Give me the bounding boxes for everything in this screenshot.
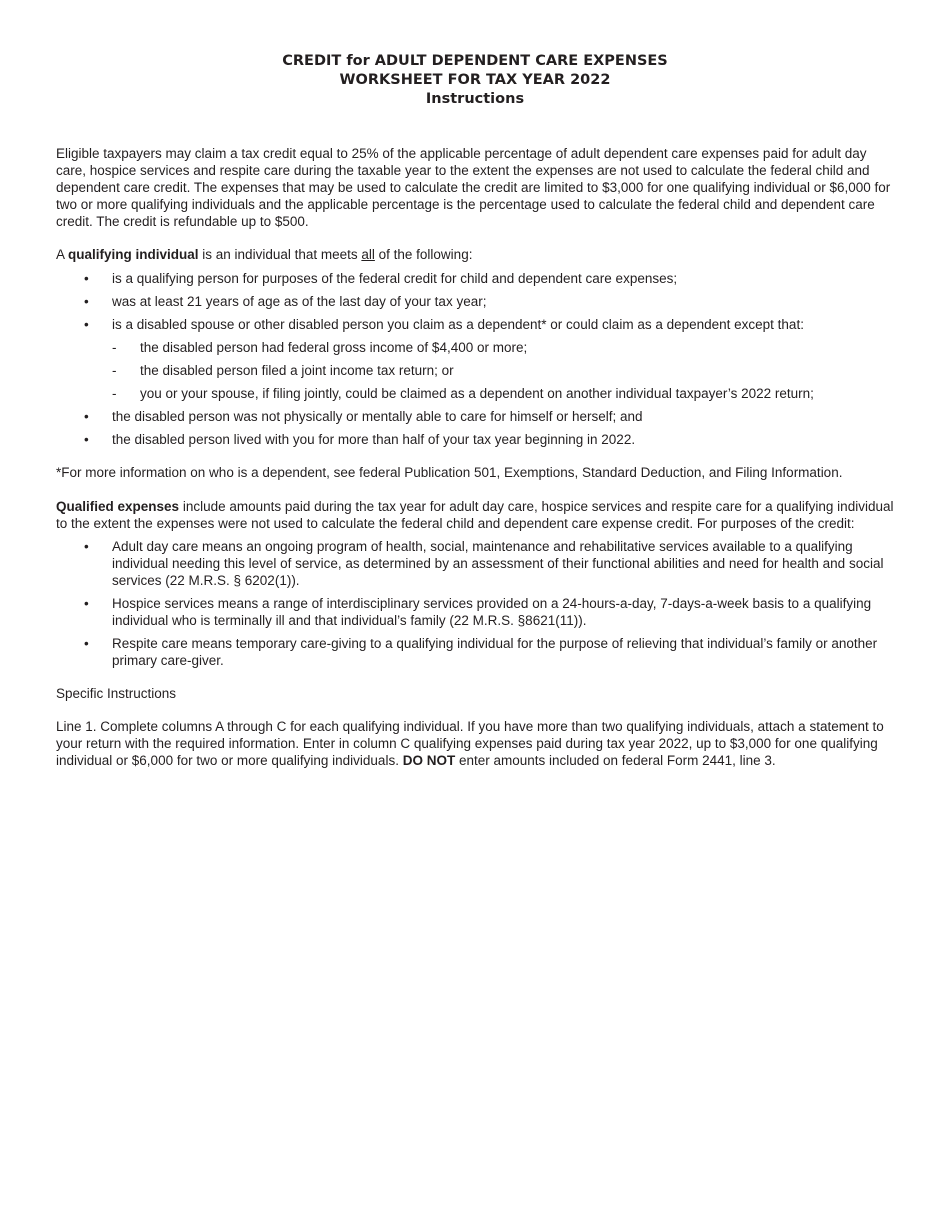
dash-marker: - bbox=[112, 386, 117, 401]
list-item bbox=[56, 635, 898, 669]
list-item-text: is a disabled spouse or other disabled person you claim as a dependent* or could claim as a dependent except that: bbox=[112, 317, 804, 332]
bullet-marker: • bbox=[84, 636, 89, 651]
list-item bbox=[56, 339, 898, 356]
list-item bbox=[56, 362, 898, 379]
list-item bbox=[56, 385, 898, 402]
list-item bbox=[56, 431, 898, 448]
list-item bbox=[56, 538, 898, 589]
bullet-marker: • bbox=[84, 271, 89, 286]
list-item bbox=[56, 408, 898, 425]
dash-marker: - bbox=[112, 340, 117, 355]
bullet-marker: • bbox=[84, 596, 89, 611]
header-instructions-label: Instructions bbox=[425, 91, 525, 107]
list-item-text: the disabled person filed a joint income tax return; or bbox=[140, 363, 454, 378]
list-item bbox=[56, 293, 898, 310]
bullet-marker: • bbox=[84, 539, 89, 554]
list-item-text: is a qualifying person for purposes of the federal credit for child and dependent care expenses; bbox=[112, 271, 678, 286]
list-item-text: Respite care means temporary care-giving to a qualifying individual for the purpose of relieving that individual’s family or another primary care-giver. bbox=[112, 636, 878, 668]
worksheet-instructions-page bbox=[56, 52, 898, 769]
list-item bbox=[56, 270, 898, 287]
qualifying-middle: is an individual that meets bbox=[198, 247, 362, 262]
dependent-footnote: *For more information on who is a dependent, see federal Publication 501, Exemptions, Standard Deduction, and Filing Information. bbox=[56, 465, 843, 480]
qualifying-individual-lead bbox=[56, 246, 898, 263]
bullet-marker: • bbox=[84, 317, 89, 332]
list-item-text: the disabled person was not physically or mentally able to care for himself or herself; and bbox=[112, 409, 643, 424]
bullet-marker: • bbox=[84, 409, 89, 424]
qualifying-all-underlined: all bbox=[361, 247, 375, 262]
list-item-text: Hospice services means a range of interdisciplinary services provided on a 24-hours-a-day, 7-days-a-week basis to a qualifying individual who is terminally ill and that individual’s family (22 M.R.S. §8621(11)). bbox=[112, 596, 872, 628]
bullet-marker: • bbox=[84, 294, 89, 309]
qualified-expenses-term: Qualified expenses bbox=[56, 499, 180, 514]
dependent-exceptions-list bbox=[56, 339, 898, 402]
qualifying-criteria-list bbox=[56, 270, 898, 333]
header-title: CREDIT for ADULT DEPENDENT CARE EXPENSES bbox=[282, 53, 668, 69]
qualified-expenses-text: include amounts paid during the tax year for adult day care, hospice services and respite care for a qualifying individual to the extent the expenses were not used to calculate the federal child and dependent care expense credit. For purposes of the credit: bbox=[56, 499, 894, 531]
qualifying-prefix: A bbox=[56, 247, 69, 262]
list-item-text: the disabled person had federal gross income of $4,400 or more; bbox=[140, 340, 528, 355]
intro-paragraph: Eligible taxpayers may claim a tax credit equal to 25% of the applicable percentage of adult dependent care expenses paid for adult day care, hospice services and respite care during the taxable year to the extent the expenses are not used to calculate the federal child and dependent care credit. The expenses that may be used to calculate the credit are limited to $3,000 for one qualifying individual or $6,000 for two or more qualifying individuals and the applicable percentage is the percentage used to calculate the federal child and dependent care credit. The credit is refundable up to $500. bbox=[56, 146, 891, 229]
dash-marker: - bbox=[112, 363, 117, 378]
list-item-text: the disabled person lived with you for more than half of your tax year beginning in 2022. bbox=[112, 432, 636, 447]
list-item-text: Adult day care means an ongoing program of health, social, maintenance and rehabilitative services available to a qualifying individual needing this level of service, as determined by an assessment of their functional abilities and need for health and social services (22 M.R.S. § 6202(1)). bbox=[112, 539, 884, 588]
list-item bbox=[56, 595, 898, 629]
document-header bbox=[52, 52, 898, 109]
line-1-instructions bbox=[56, 718, 898, 769]
qualifying-criteria-list-continued bbox=[56, 408, 898, 448]
line-1-text: Line 1. Complete columns A through C for each qualifying individual. If you have more than two qualifying individuals, attach a statement to your return with the required information. Enter in column C qualifying expenses paid during tax year 2022, up to $3,000 for one qualifying individual or $6,000 for two or more qualifying individuals. bbox=[56, 719, 884, 768]
bullet-marker: • bbox=[84, 432, 89, 447]
line-1-tail: enter amounts included on federal Form 2441, line 3. bbox=[455, 753, 776, 768]
header-subtitle: WORKSHEET FOR TAX YEAR 2022 bbox=[339, 72, 611, 88]
qualified-expenses-paragraph bbox=[56, 498, 898, 532]
do-not-emphasis: DO NOT bbox=[402, 753, 456, 768]
qualifying-suffix: of the following: bbox=[374, 247, 473, 262]
list-item-text: was at least 21 years of age as of the last day of your tax year; bbox=[112, 294, 487, 309]
qualified-expenses-list bbox=[56, 538, 898, 669]
list-item bbox=[56, 316, 898, 333]
specific-instructions-heading: Specific Instructions bbox=[56, 686, 177, 701]
list-item-text: you or your spouse, if filing jointly, could be claimed as a dependent on another individual taxpayer’s 2022 return; bbox=[140, 386, 814, 401]
qualifying-individual-term: qualifying individual bbox=[68, 247, 199, 262]
